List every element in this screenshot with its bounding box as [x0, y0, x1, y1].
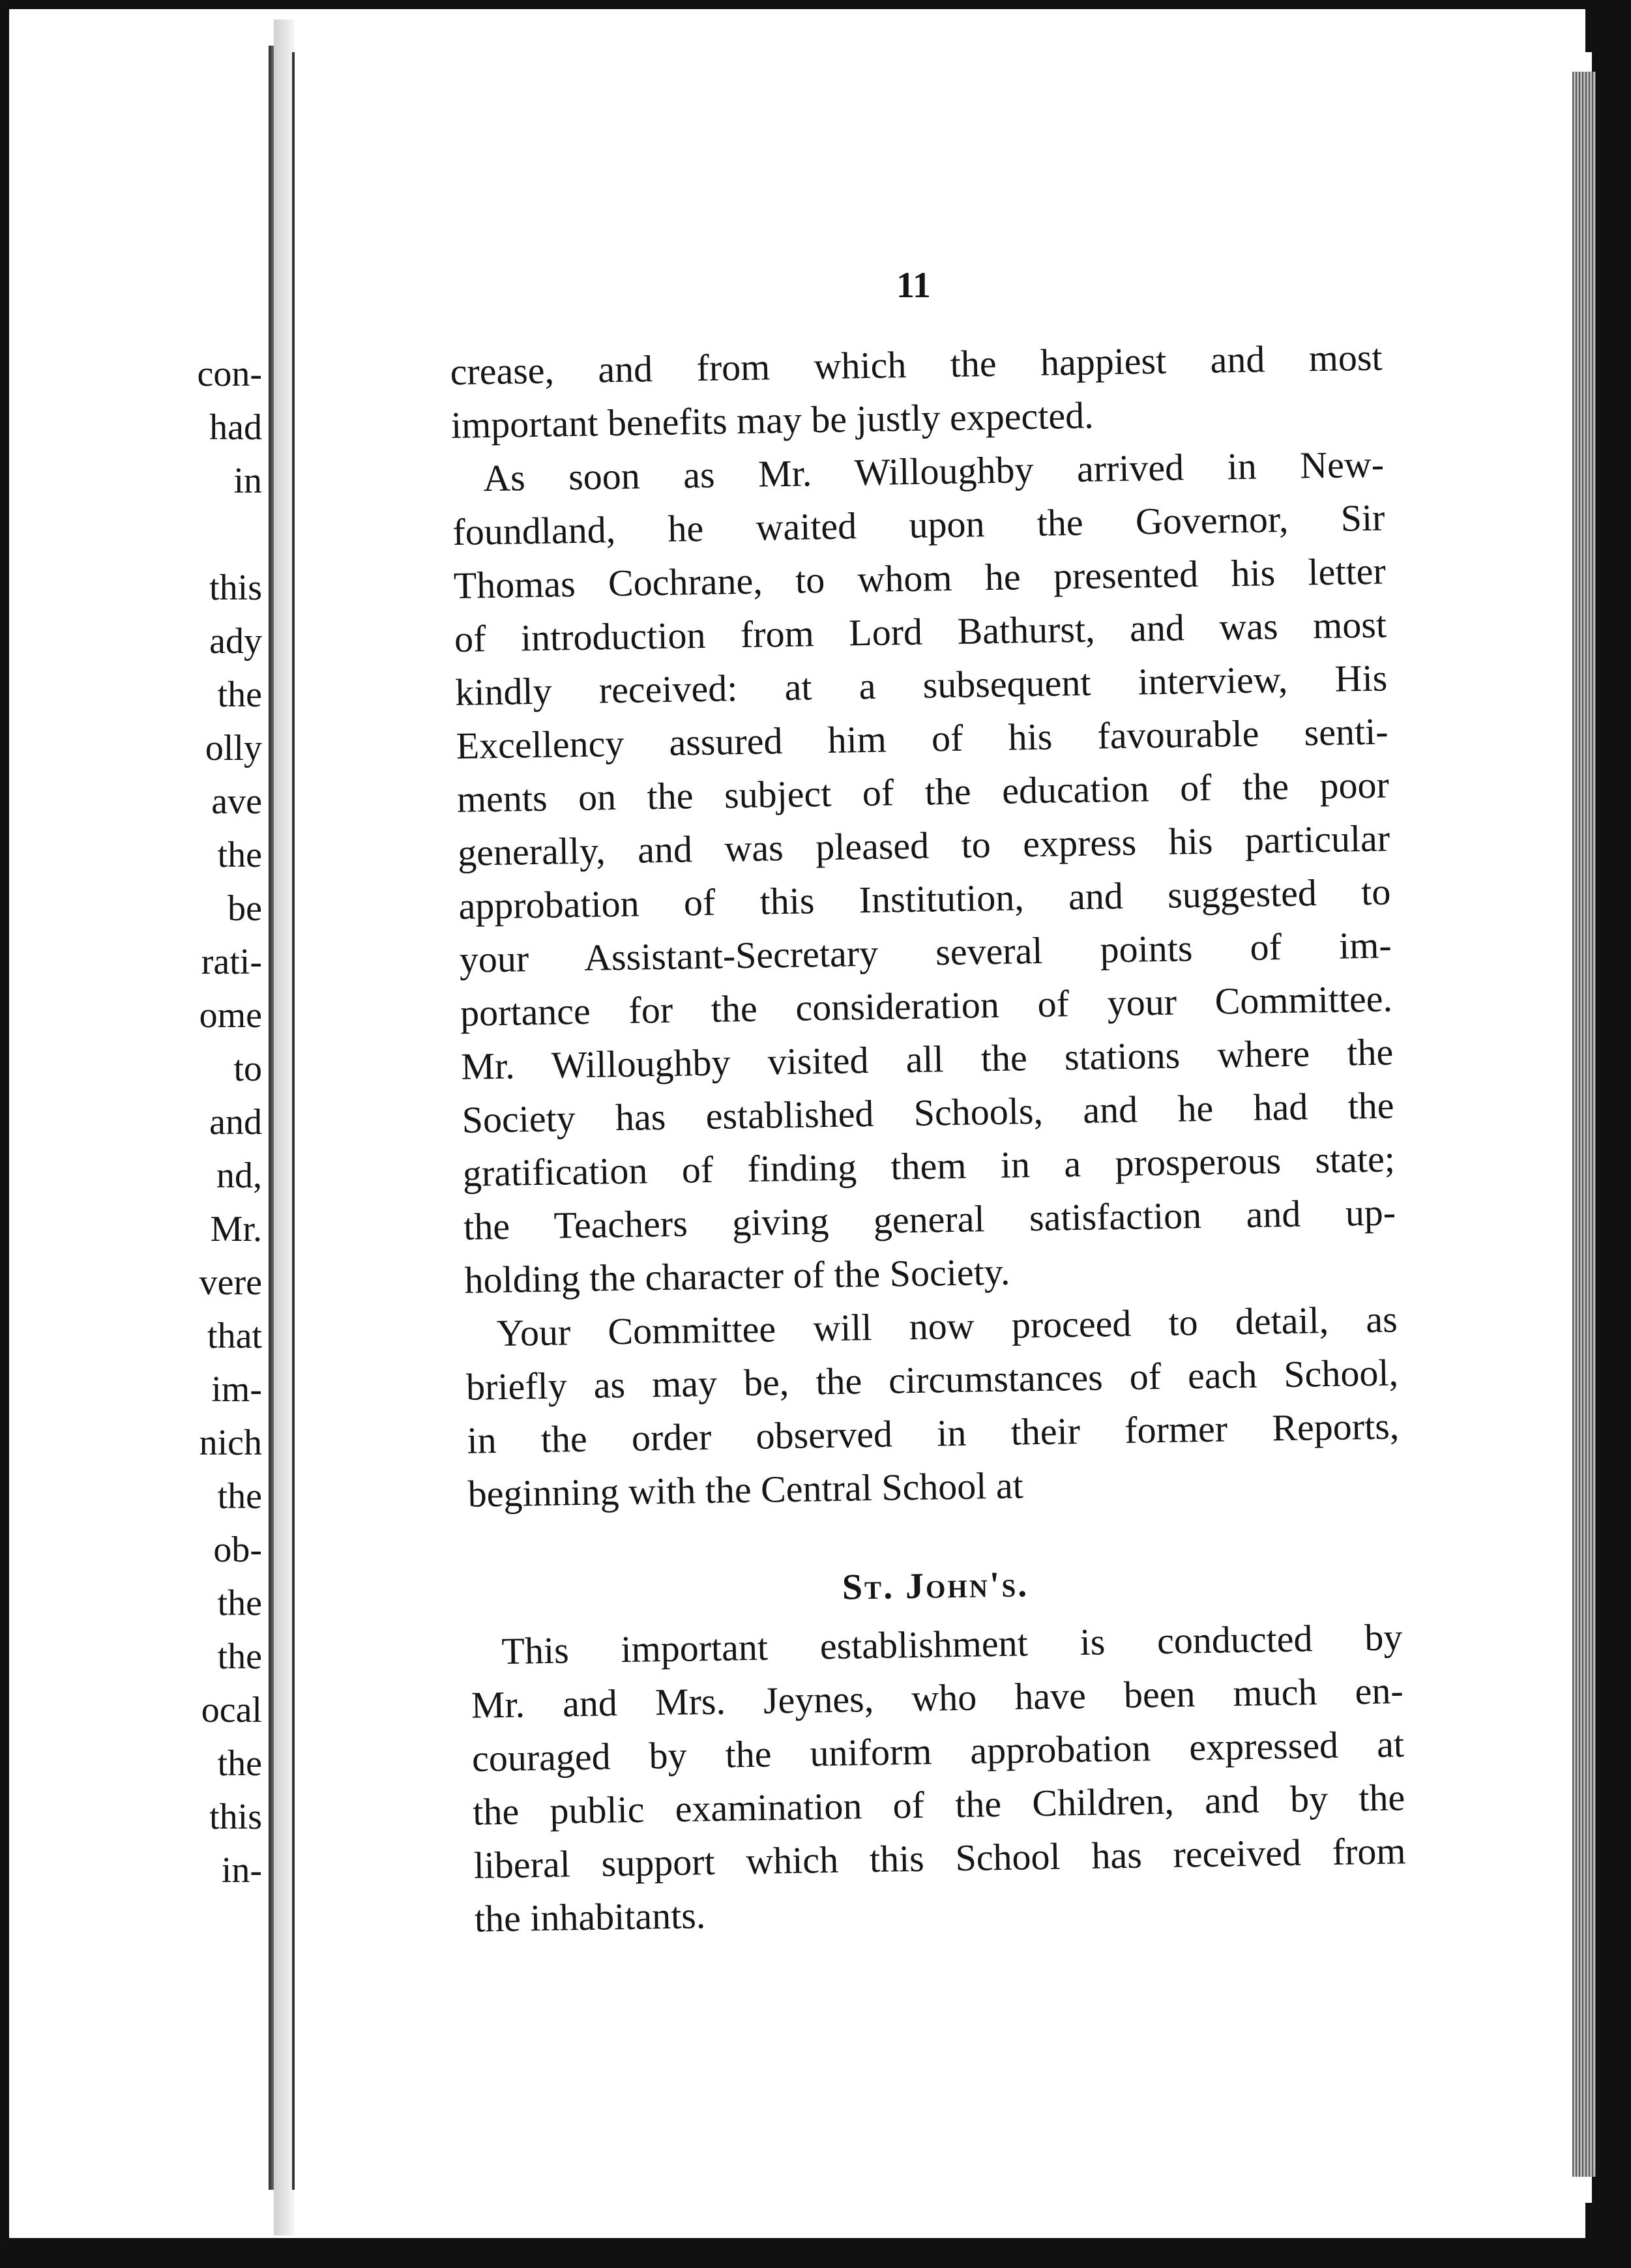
left-page-line: ob- — [213, 1530, 262, 1570]
left-page-line: con- — [197, 354, 262, 394]
text-line: kindly received: at a subsequent interview, His — [454, 656, 1388, 714]
left-page-line: in- — [221, 1850, 262, 1891]
left-page-line: the — [217, 675, 262, 715]
text-line: liberal support which this School has received from — [473, 1829, 1406, 1887]
left-page-line: the — [217, 1636, 262, 1677]
left-page-line: in — [233, 461, 262, 501]
text-line: holding the character of the Society. — [464, 1250, 1010, 1301]
text-line: gratification of finding them in a prosperous state; — [462, 1137, 1396, 1195]
text-line: the inhabitants. — [474, 1894, 706, 1940]
left-page-line: ave — [211, 781, 262, 822]
scan-border-left — [0, 0, 9, 2268]
text-line: Society has established Schools, and he had the — [462, 1084, 1395, 1141]
page-number: 11 — [896, 265, 931, 306]
right-page-fore-edge — [1572, 72, 1596, 2177]
text-line: Mr. Willoughby visited all the stations where the — [460, 1030, 1394, 1088]
text-line: As soon as Mr. Willoughby arrived in New- — [482, 443, 1385, 500]
left-page-line: to — [233, 1049, 262, 1089]
left-page-line: this — [209, 1797, 262, 1837]
left-page-line: be — [228, 888, 262, 929]
left-page-line: that — [207, 1316, 262, 1356]
left-page-line: the — [217, 1743, 262, 1784]
text-line: foundland, he waited upon the Governor, Sir — [452, 496, 1385, 553]
left-page-line: nd, — [216, 1156, 262, 1196]
left-page — [9, 9, 269, 2238]
left-page-line: rati- — [201, 942, 262, 982]
left-page-line: ocal — [201, 1690, 262, 1730]
left-page-line: had — [209, 407, 262, 448]
text-line: the Teachers giving general satisfaction and up- — [463, 1191, 1396, 1248]
left-page-line: olly — [205, 728, 262, 768]
left-page-line: nich — [199, 1423, 262, 1463]
text-line: important benefits may be justly expected. — [450, 394, 1095, 446]
left-page-line: ome — [199, 995, 262, 1036]
text-line: Mr. and Mrs. Jeynes, who have been much en- — [471, 1669, 1404, 1726]
left-page-line: vere — [199, 1262, 262, 1303]
text-line: briefly as may be, the circumstances of each School, — [465, 1351, 1399, 1408]
left-page-line: ady — [209, 621, 262, 662]
left-page-line: the — [217, 835, 262, 875]
left-page-line: the — [217, 1476, 262, 1517]
scan-border-bottom — [0, 2238, 1631, 2268]
text-line: Your Committee will now proceed to detail, as — [496, 1298, 1398, 1355]
text-line: generally, and was pleased to express his particular — [457, 817, 1390, 874]
left-page-line: Mr. — [210, 1209, 262, 1249]
left-page-edge — [269, 46, 274, 2190]
text-line: portance for the consideration of your Committee. — [460, 977, 1393, 1034]
text-line: the public examination of the Children, and by the — [472, 1776, 1405, 1833]
text-line: in the order observed in their former Reports, — [466, 1404, 1400, 1462]
section-heading: St. John's. — [842, 1564, 1029, 1608]
left-page-line: and — [209, 1102, 262, 1142]
left-page-text — [9, 9, 269, 2238]
right-page-text — [450, 331, 1407, 1946]
left-page-line: this — [209, 568, 262, 608]
left-page-line: the — [217, 1583, 262, 1623]
text-line: couraged by the uniform approbation expressed at — [471, 1723, 1405, 1780]
text-line: of introduction from Lord Bathurst, and was most — [454, 603, 1387, 660]
text-line: crease, and from which the happiest and most — [450, 336, 1383, 393]
text-line: your Assistant-Secretary several points of im- — [459, 923, 1392, 981]
text-line: This important establishment is conducted by — [501, 1616, 1403, 1672]
text-line: beginning with the Central School at — [467, 1464, 1024, 1515]
text-line: approbation of this Institution, and suggested to — [458, 870, 1391, 927]
left-page-line: im- — [211, 1369, 262, 1410]
text-line: Thomas Cochrane, to whom he presented his letter — [453, 549, 1387, 607]
scan-border-top — [0, 0, 1631, 9]
text-line: ments on the subject of the education of the poor — [456, 763, 1390, 821]
text-line: Excellency assured him of his favourable senti- — [456, 710, 1389, 767]
